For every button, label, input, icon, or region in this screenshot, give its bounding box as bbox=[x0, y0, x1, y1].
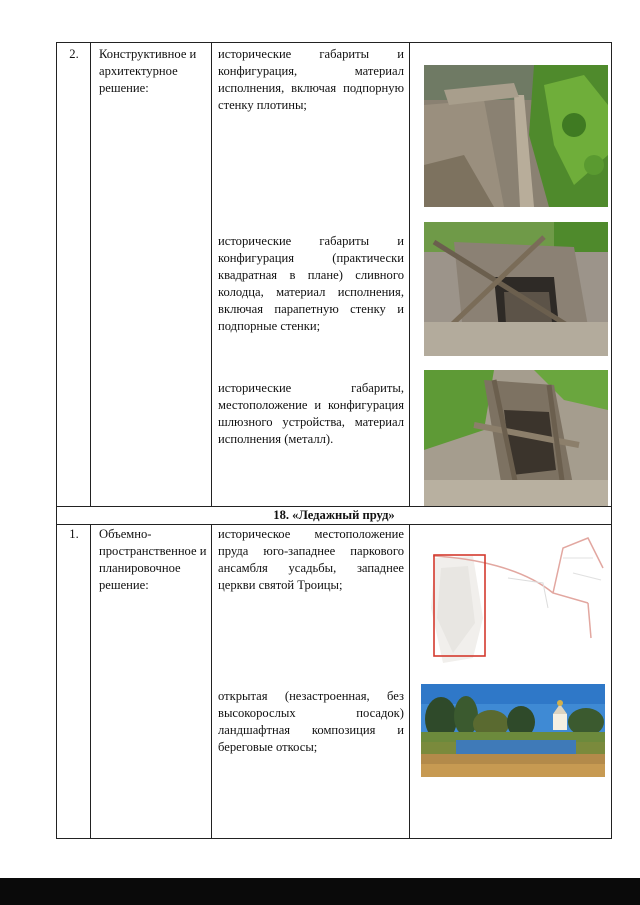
col-divider-3 bbox=[409, 42, 410, 507]
col-divider-3b bbox=[409, 524, 410, 839]
col-divider-2 bbox=[211, 42, 212, 507]
section-heading-bottom-border bbox=[56, 524, 612, 525]
requirement-text: исторические габариты и конфигурация (практически квадратная в плане) сливного колодца, материал исполнения, включая парапетную стенку и подпорные стенки; bbox=[218, 234, 404, 333]
sluice-device-photo bbox=[424, 370, 608, 506]
pond-landscape-photo bbox=[421, 684, 605, 777]
row-title: Объемно-пространственное и планировочное решение: bbox=[99, 527, 207, 592]
drain-well-photo bbox=[424, 222, 608, 356]
table-bottom-border bbox=[56, 838, 612, 839]
table-left-border bbox=[56, 42, 57, 839]
col-divider-2b bbox=[211, 524, 212, 839]
row-number: 2. bbox=[69, 47, 79, 61]
requirement-text: историческое местоположение пруда юго-западнее паркового ансамбля усадьбы, западнее церкви святой Троицы; bbox=[218, 527, 404, 592]
table-right-border bbox=[611, 42, 612, 839]
dam-retaining-wall-photo bbox=[424, 65, 608, 207]
col-divider-1 bbox=[90, 42, 91, 507]
section-heading: 18. «Ледажный пруд» bbox=[273, 508, 395, 522]
col-divider-1b bbox=[90, 524, 91, 839]
row-number: 1. bbox=[69, 527, 79, 541]
requirement-text: исторические габариты и конфигурация, материал исполнения, включая подпорную стенку плотины; bbox=[218, 47, 404, 112]
row-title: Конструктивное и архитектурное решение: bbox=[99, 47, 197, 95]
requirement-text: исторические габариты, местоположение и конфигурация шлюзного устройства, материал исполнения (металл). bbox=[218, 381, 404, 446]
scan-bottom-edge bbox=[0, 878, 640, 905]
table-top-border bbox=[56, 42, 612, 43]
requirement-text: открытая (незастроенная, без высокорослых посадок) ландшафтная композиция и береговые откосы; bbox=[218, 689, 404, 754]
location-map bbox=[413, 528, 609, 668]
